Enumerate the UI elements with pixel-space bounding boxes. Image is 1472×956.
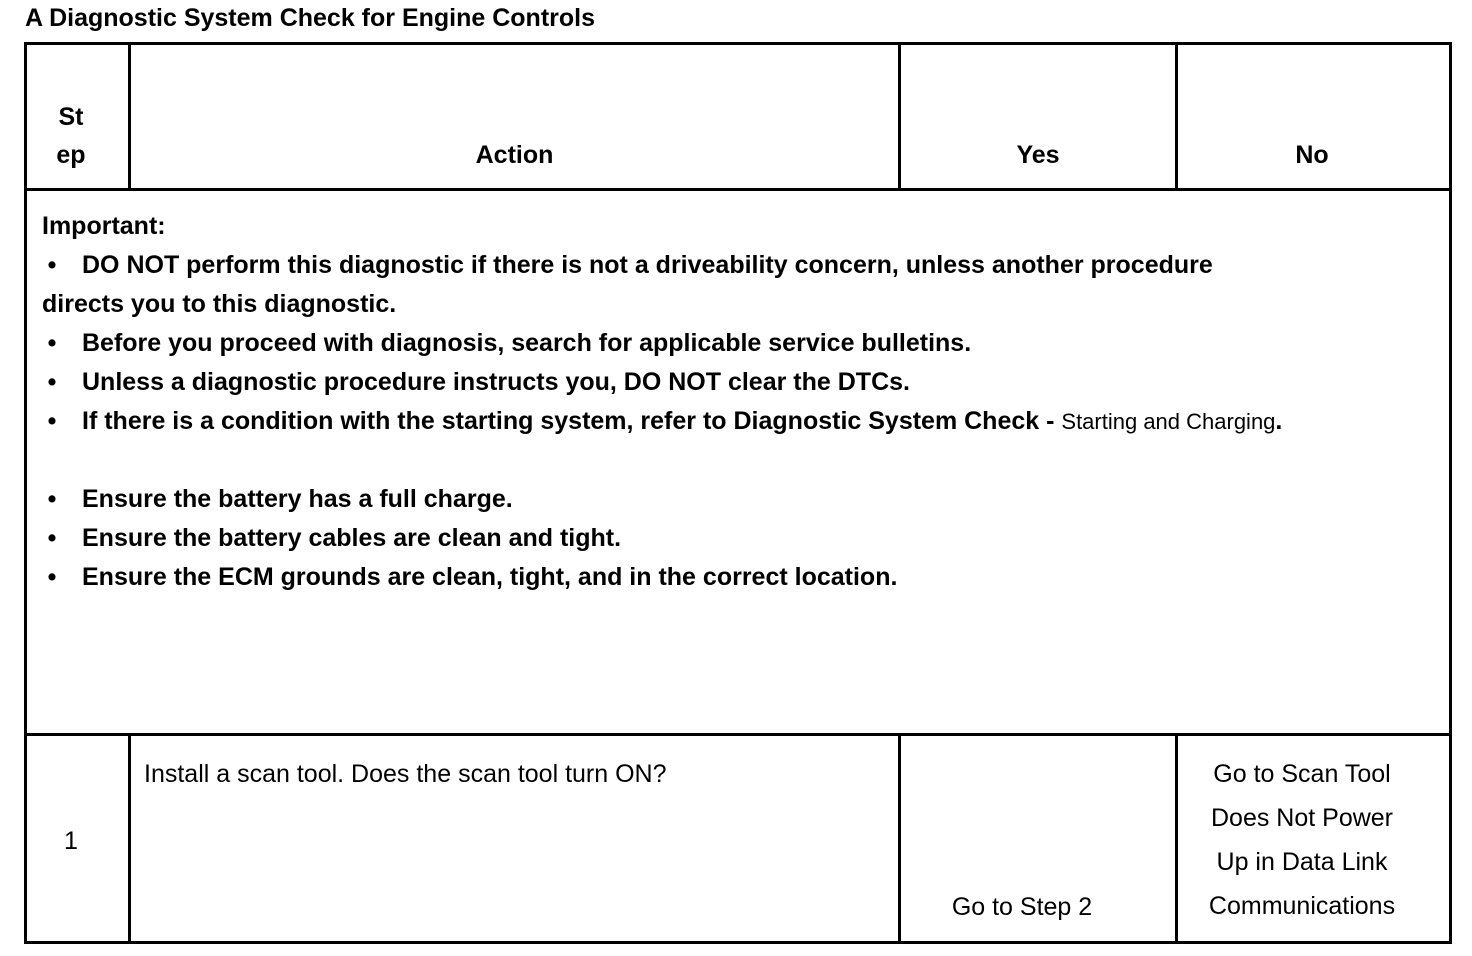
important-item (42, 363, 1437, 402)
bullet-icon: • (47, 329, 57, 357)
important-item (42, 402, 1437, 441)
important-item (42, 246, 1437, 285)
header-divider (27, 188, 1449, 191)
cross-reference-link[interactable]: Starting and Charging (1061, 409, 1276, 434)
important-item-text: If there is a condition with the starting system, refer to Diagnostic System Check - (82, 407, 1062, 435)
bullet-icon: • (47, 524, 57, 552)
notes-divider (27, 733, 1449, 736)
bullet-icon: • (47, 368, 57, 396)
step-action: Install a scan tool. Does the scan tool turn ON? (144, 760, 667, 788)
sentence-end: . (1275, 407, 1283, 435)
step-no-link[interactable] (1178, 752, 1426, 928)
important-item (42, 324, 1437, 363)
bullet-icon: • (47, 563, 57, 591)
bullet-icon: • (47, 485, 57, 513)
diagnostic-table (24, 42, 1452, 944)
important-label: Important: (42, 212, 166, 240)
bullet-icon: • (47, 407, 57, 435)
header-action: Action (475, 141, 554, 169)
important-item-continuation: directs you to this diagnostic. (42, 290, 397, 318)
header-no: No (1295, 141, 1329, 169)
notes-spacer (42, 441, 1437, 480)
header-step-line1: St (58, 103, 84, 131)
bullet-icon: • (47, 251, 57, 279)
step-no-line: Go to Scan Tool (1213, 760, 1391, 788)
step-yes-link[interactable]: Go to Step 2 (951, 893, 1093, 921)
header-yes: Yes (1016, 141, 1060, 169)
important-notes (42, 207, 1437, 597)
important-item (42, 519, 1437, 558)
header-step (27, 98, 115, 174)
important-item-text: Ensure the battery has a full charge. (82, 485, 513, 513)
col-divider-step-row1 (128, 736, 131, 941)
header-step-line2: ep (56, 141, 86, 169)
document-title: A Diagnostic System Check for Engine Controls (25, 4, 596, 32)
important-item-text: Unless a diagnostic procedure instructs you, DO NOT clear the DTCs. (82, 368, 910, 396)
important-item-text: Ensure the ECM grounds are clean, tight, and in the correct location. (82, 563, 898, 591)
important-item (42, 558, 1437, 597)
step-number: 1 (64, 827, 78, 855)
important-item-text: DO NOT perform this diagnostic if there is not a driveability concern, unless another procedure (82, 251, 1213, 279)
important-item-text: Before you proceed with diagnosis, search for applicable service bulletins. (82, 329, 972, 357)
step-no-line: Does Not Power (1210, 804, 1394, 832)
step-no-line: Up in Data Link (1216, 848, 1388, 876)
important-item (42, 480, 1437, 519)
step-no-line: Communications (1208, 892, 1396, 920)
important-item-text: Ensure the battery cables are clean and tight. (82, 524, 622, 552)
